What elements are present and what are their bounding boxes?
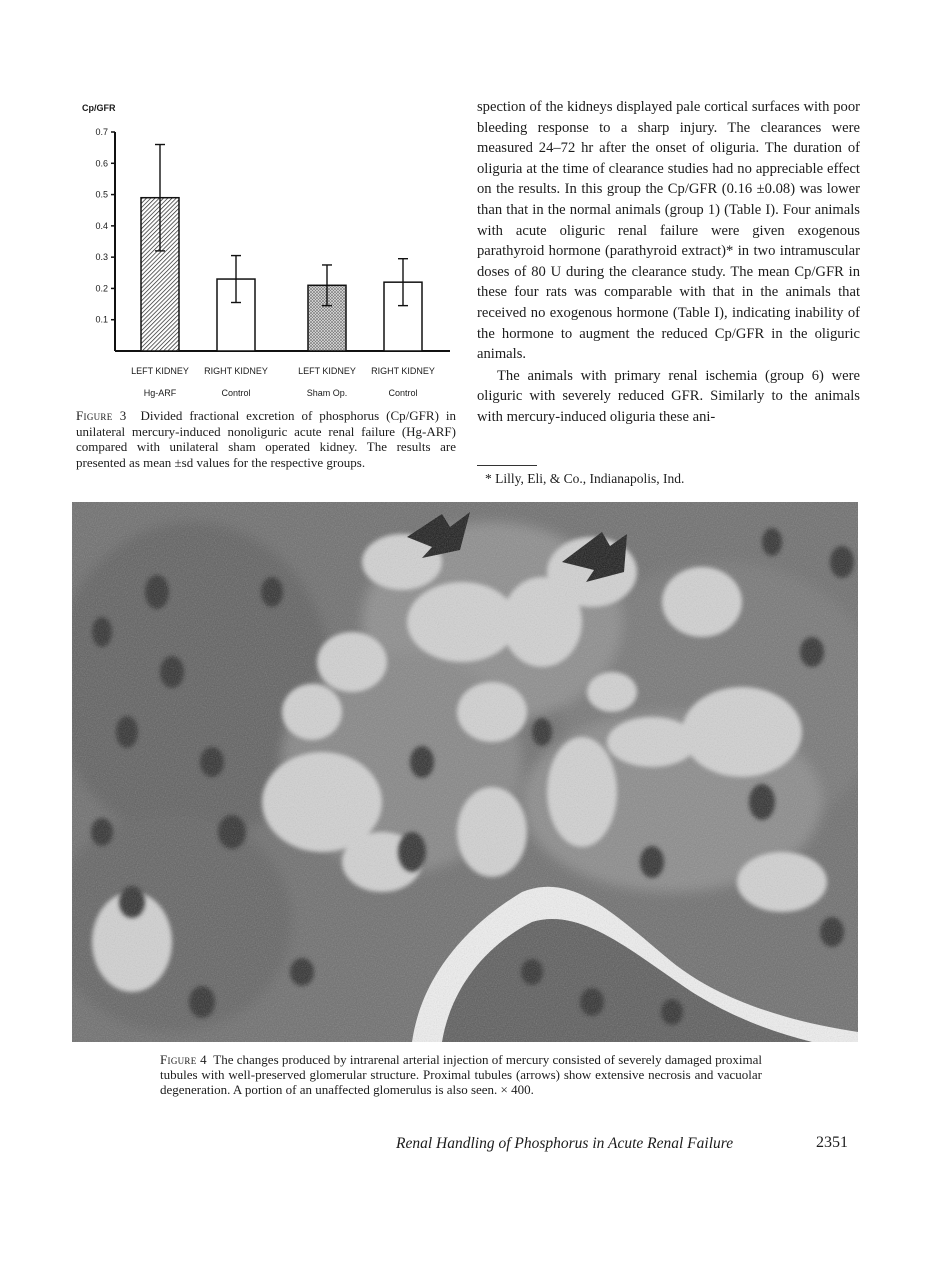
chart-category-label: RIGHT KIDNEY: [204, 366, 268, 376]
chart-y-tick-label: 0.6: [95, 158, 108, 169]
chart-category-labels: [131, 366, 435, 398]
chart-group-label: Control: [388, 388, 418, 398]
figure3-chart: [70, 96, 460, 406]
chart-y-tick-label: 0.1: [95, 314, 108, 325]
chart-group-label: Hg-ARF: [143, 388, 177, 398]
figure3-label: Figure 3: [76, 408, 127, 423]
body-paragraph-2: The animals with primary renal ischemia (group 6) were oliguric with severely reduced GFR. Similarly to the animals with mercury-induced oliguria these ani-: [477, 367, 860, 425]
chart-y-axis-label: Cp/GFR: [82, 103, 116, 113]
chart-y-tick-label: 0.3: [95, 252, 108, 263]
footnote: * Lilly, Eli, & Co., Indianapolis, Ind.: [485, 471, 685, 486]
chart-bars: [141, 145, 422, 351]
figure3-caption: [76, 408, 456, 470]
figure3-caption-text: Divided fractional excretion of phosphorus (Cp/GFR) in unilateral mercury-induced nonoliguric acute renal failure (Hg-ARF) compared with unilateral sham operated kidney. The results are presented as mean ±sd values for the respective groups.: [76, 408, 456, 470]
running-title: Renal Handling of Phosphorus in Acute Renal Failure: [396, 1135, 734, 1152]
chart-y-tick-label: 0.2: [95, 283, 108, 294]
chart-group-label: Sham Op.: [306, 388, 348, 398]
figure4-micrograph: [72, 502, 858, 1042]
footnote-rule: [477, 465, 537, 466]
chart-group-label: Control: [221, 388, 251, 398]
page-number: 2351: [816, 1134, 848, 1151]
micrograph-image: [72, 502, 858, 1042]
figure4-label: Figure 4: [160, 1052, 207, 1067]
body-paragraph-1: spection of the kidneys displayed pale cortical surfaces with poor bleeding response to a sharp injury. The clearances were measured 24–72 hr after the onset of oliguria. The duration of oliguria at the time of clearance studies had no appreciable effect on the results. In this group the Cp/GFR (0.16 ±0.08) was lower than that in the normal animals (group 1) (Table I). Four animals with acute oliguric renal failure were given exogenous parathyroid hormone (parathyroid extract)* in two intramuscular doses of 80 U during the clearance study. The mean Cp/GFR in these four rats was comparable with that in the animals that received no exogenous hormone (Table I), indicating inability of the hormone to augment the reduced Cp/GFR in the oliguric animals.: [477, 99, 860, 363]
figure4-caption: [160, 1052, 762, 1097]
chart-category-label: RIGHT KIDNEY: [371, 366, 435, 376]
chart-y-tick-label: 0.7: [95, 127, 108, 137]
chart-y-tick-label: 0.5: [95, 189, 108, 200]
chart-y-tick-label: 0.4: [95, 220, 108, 231]
figure4-caption-text: The changes produced by intrarenal arterial injection of mercury consisted of severely damaged proximal tubules with well-preserved glomerular structure. Proximal tubules (arrows) show extensive necrosis and vacuolar degeneration. A portion of an unaffected glomerulus is also seen. × 400.: [160, 1052, 763, 1097]
chart-category-label: LEFT KIDNEY: [298, 366, 356, 376]
chart-category-label: LEFT KIDNEY: [131, 366, 189, 376]
body-column: [477, 97, 860, 428]
